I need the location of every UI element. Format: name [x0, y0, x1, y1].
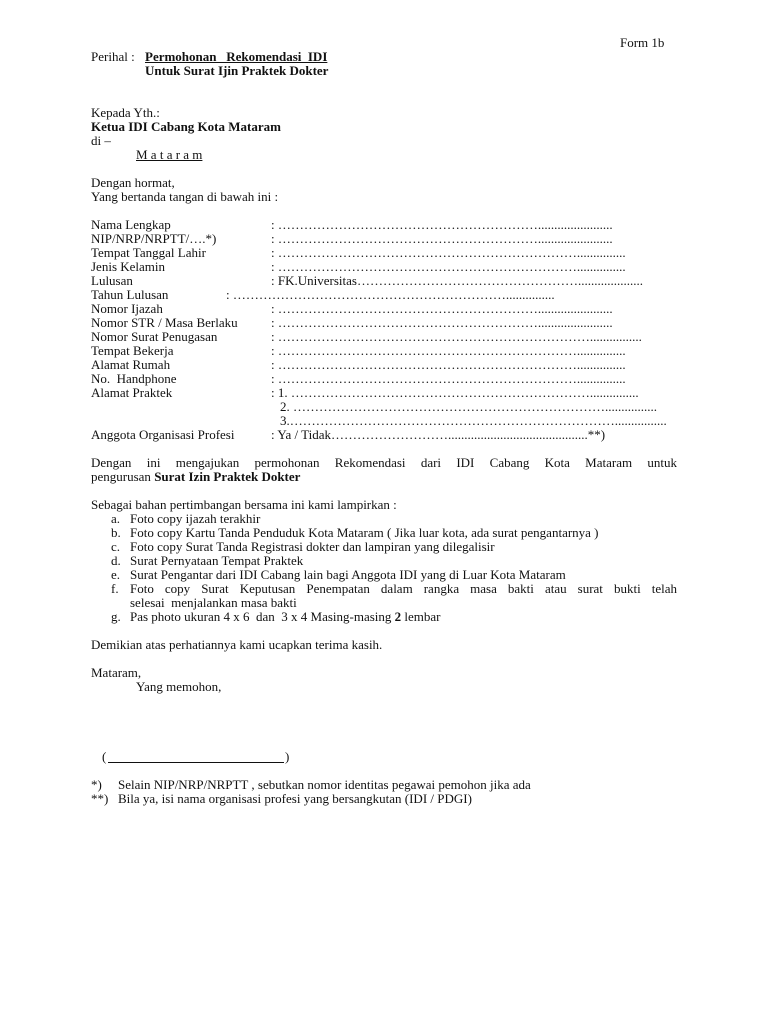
list-marker: d.: [111, 553, 121, 568]
list-item-text: Pas photo ukuran 4 x 6 dan 3 x 4 Masing-masing: [130, 609, 395, 624]
list-item: Surat Pernyataan Tempat Praktek: [130, 553, 304, 568]
footnote-marker: *): [91, 777, 102, 792]
praktek-address-2[interactable]: 2. ………………………………………………………………................: [280, 400, 657, 414]
field-label: Tempat Bekerja: [91, 343, 174, 358]
field-value[interactable]: : ……………………………………………………………...............: [271, 344, 626, 358]
closing-applicant: Yang memohon,: [136, 679, 222, 694]
list-item-continuation: selesai menjalankan masa bakti: [130, 595, 297, 610]
list-item-emphasis: 2: [394, 609, 402, 624]
recipient-di: di –: [91, 133, 111, 148]
field-value[interactable]: : ……………………………………………………………...............: [271, 358, 626, 372]
list-marker: f.: [111, 581, 119, 596]
list-marker: g.: [111, 609, 121, 624]
closing-place: Mataram,: [91, 665, 142, 680]
perihal-subject-line1: Permohonan Rekomendasi IDI: [145, 49, 328, 64]
list-item-text-after: lembar: [401, 609, 441, 624]
perihal-subject-line2: Untuk Surat Ijin Praktek Dokter: [145, 63, 329, 78]
signature-close-paren: ): [285, 749, 290, 764]
footnote-marker: **): [91, 791, 109, 806]
field-label: Lulusan: [91, 273, 133, 288]
form-id: Form 1b: [620, 35, 665, 50]
recipient-name: Ketua IDI Cabang Kota Mataram: [91, 119, 281, 134]
field-label: Nomor Surat Penugasan: [91, 329, 218, 344]
list-marker: b.: [111, 525, 121, 540]
list-item: Foto copy Surat Tanda Registrasi dokter dan lampiran yang dilegalisir: [130, 539, 495, 554]
signature-line[interactable]: [108, 762, 284, 763]
list-item: Foto copy Kartu Tanda Penduduk Kota Mataram ( Jika luar kota, ada surat pengantarnya ): [130, 525, 599, 540]
anggota-value[interactable]: : Ya / Tidak………………………...........................................**): [271, 428, 606, 442]
field-value[interactable]: : …………………………………………………….......................: [271, 232, 613, 246]
field-value[interactable]: : ……………………………………………………………...............: [271, 246, 626, 260]
field-label: Nomor Ijazah: [91, 301, 163, 316]
greeting-line2: Yang bertanda tangan di bawah ini :: [91, 189, 279, 204]
greeting-line1: Dengan hormat,: [91, 175, 175, 190]
request-line2-emphasis: Surat Izin Praktek Dokter: [154, 469, 301, 484]
field-label: No. Handphone: [91, 371, 177, 386]
closing-thanks: Demikian atas perhatiannya kami ucapkan terima kasih.: [91, 637, 383, 652]
list-marker: a.: [111, 511, 121, 526]
field-label: Alamat Praktek: [91, 385, 173, 400]
field-value[interactable]: : ……………………………………………………………...............: [271, 372, 626, 386]
request-line1: Dengan ini mengajukan permohonan Rekomendasi dari IDI Cabang Kota Mataram untuk: [91, 455, 677, 470]
recipient-city: M a t a r a m: [136, 147, 203, 162]
list-item: Foto copy Surat Keputusan Penempatan dalam rangka masa bakti atau surat bukti telah: [130, 581, 677, 596]
field-label: Tahun Lulusan: [91, 287, 169, 302]
field-label: Tempat Tanggal Lahir: [91, 245, 206, 260]
attachments-intro: Sebagai bahan pertimbangan bersama ini kami lampirkan :: [91, 497, 397, 512]
field-label: Nama Lengkap: [91, 217, 171, 232]
field-value[interactable]: : ………………………………………………………………................: [271, 330, 642, 344]
field-label: Jenis Kelamin: [91, 259, 166, 274]
list-marker: e.: [111, 567, 121, 582]
signature-open-paren: (: [102, 749, 107, 764]
request-line2-text: pengurusan: [91, 469, 155, 484]
request-line2: [91, 470, 300, 484]
field-value[interactable]: : FK.Universitas……………………………………………....................: [271, 274, 643, 288]
field-value[interactable]: : …………………………………………………….......................: [271, 302, 613, 316]
field-value[interactable]: : …………………………………………………….......................: [271, 316, 613, 330]
list-item: [130, 610, 441, 624]
perihal-label: Perihal :: [91, 49, 135, 64]
list-marker: c.: [111, 539, 121, 554]
praktek-address-3[interactable]: 3.…………………………………………………………………................: [280, 414, 667, 428]
list-item: Surat Pengantar dari IDI Cabang lain bagi Anggota IDI yang di Luar Kota Mataram: [130, 567, 566, 582]
anggota-label: Anggota Organisasi Profesi: [91, 427, 235, 442]
field-label: Alamat Rumah: [91, 357, 171, 372]
list-item: Foto copy ijazah terakhir: [130, 511, 261, 526]
footnote-text: Bila ya, isi nama organisasi profesi yang bersangkutan (IDI / PDGI): [118, 791, 472, 806]
field-value[interactable]: : ………………………………………………………...............: [226, 288, 555, 302]
recipient-kepada: Kepada Yth.:: [91, 105, 160, 120]
field-value[interactable]: : …………………………………………………….......................: [271, 218, 613, 232]
footnote-text: Selain NIP/NRP/NRPTT , sebutkan nomor identitas pegawai pemohon jika ada: [118, 777, 531, 792]
field-value[interactable]: : ……………………………………………………………...............: [271, 260, 626, 274]
field-label: Nomor STR / Masa Berlaku: [91, 315, 238, 330]
field-label: NIP/NRP/NRPTT/….*): [91, 231, 217, 246]
field-value[interactable]: : 1. ……………………………………………………………...............: [271, 386, 639, 400]
